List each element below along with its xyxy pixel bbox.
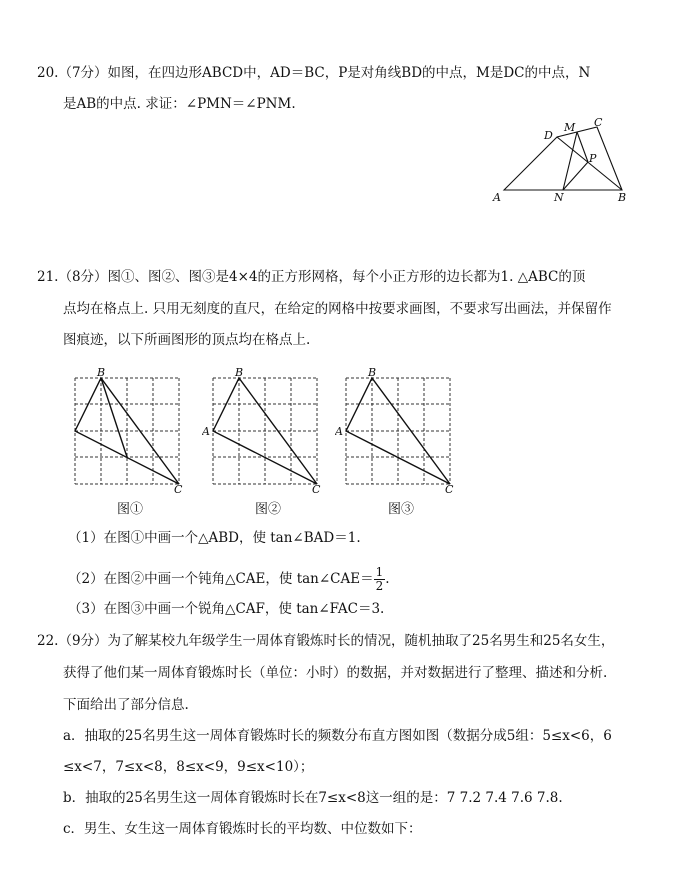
fig1-label-c: C bbox=[174, 483, 183, 494]
fraction-one-half bbox=[374, 566, 386, 593]
caption-figure-2: 图② bbox=[255, 502, 282, 517]
q22-line-1: 22.（9分）为了解某校九年级学生一周体育锻炼时长的情况，随机抽取了25名男生和25名女生， bbox=[37, 633, 615, 649]
q21-sub-2-text: （2）在图②中画一个钝角△CAE，使 tan∠CAE＝ bbox=[68, 571, 374, 587]
q21-sub-3: （3）在图③中画一个锐角△CAF，使 tan∠FAC＝3. bbox=[68, 601, 385, 617]
q21-sub-2-end: . bbox=[385, 571, 390, 587]
caption-figure-1: 图① bbox=[117, 502, 144, 517]
caption-figure-3: 图③ bbox=[388, 502, 415, 517]
q21-sub-2 bbox=[68, 566, 390, 593]
q21-line-3: 图痕迹，以下所画图形的顶点均在格点上. bbox=[63, 332, 311, 348]
q20-quadrilateral-figure bbox=[490, 112, 630, 204]
q21-sub-1: （1）在图①中画一个△ABD，使 tan∠BAD＝1. bbox=[68, 530, 361, 546]
q20-line-2: 是AB的中点. 求证：∠PMN＝∠PNM. bbox=[63, 96, 296, 112]
fraction-denominator: 2 bbox=[375, 579, 384, 593]
q22-info-c: c．男生、女生这一周体育锻炼时长的平均数、中位数如下： bbox=[63, 821, 422, 837]
q22-line-3: 下面给出了部分信息. bbox=[63, 697, 189, 713]
fig1-label-b: B bbox=[97, 366, 106, 379]
q20-label-n: N bbox=[554, 191, 564, 204]
grid-figure-1 bbox=[70, 366, 190, 494]
fig2-label-c: C bbox=[312, 483, 321, 494]
q20-label-c: C bbox=[594, 116, 603, 129]
q20-label-p: P bbox=[589, 152, 597, 165]
q20-label-b: B bbox=[618, 191, 627, 204]
grid-figure-2 bbox=[202, 366, 326, 494]
q22-info-a-1: a．抽取的25名男生这一周体育锻炼时长的频数分布直方图如图（数据分成5组：5≤x<6，6 bbox=[63, 728, 612, 744]
fraction-numerator: 1 bbox=[375, 565, 384, 579]
fig2-label-b: B bbox=[235, 366, 244, 379]
q20-label-a: A bbox=[493, 191, 501, 204]
fig3-label-b: B bbox=[368, 366, 377, 379]
q22-line-2: 获得了他们某一周体育锻炼时长（单位：小时）的数据，并对数据进行了整理、描述和分析. bbox=[63, 665, 608, 681]
q20-line-1: 20.（7分）如图，在四边形ABCD中，AD＝BC，P是对角线BD的中点，M是DC的中点，N bbox=[37, 65, 591, 81]
q22-info-a-2: ≤x<7，7≤x<8，8≤x<9，9≤x<10）； bbox=[63, 759, 314, 775]
q21-line-1: 21.（8分）图①、图②、图③是4×4的正方形网格，每个小正方形的边长都为1. △ABC的顶 bbox=[37, 269, 586, 285]
fig3-label-a: A bbox=[335, 425, 343, 438]
q21-line-2: 点均在格点上. 只用无刻度的直尺，在给定的网格中按要求画图，不要求写出画法，并保留作 bbox=[63, 301, 612, 317]
fig3-label-c: C bbox=[445, 483, 454, 494]
q20-label-d: D bbox=[544, 129, 553, 142]
grid-figure-3 bbox=[335, 366, 459, 494]
q20-label-m: M bbox=[564, 121, 576, 134]
fig2-label-a: A bbox=[202, 425, 210, 438]
q22-info-b: b．抽取的25名男生这一周体育锻炼时长在7≤x<8这一组的是：7 7.2 7.4 7.6 7.8. bbox=[63, 790, 563, 806]
